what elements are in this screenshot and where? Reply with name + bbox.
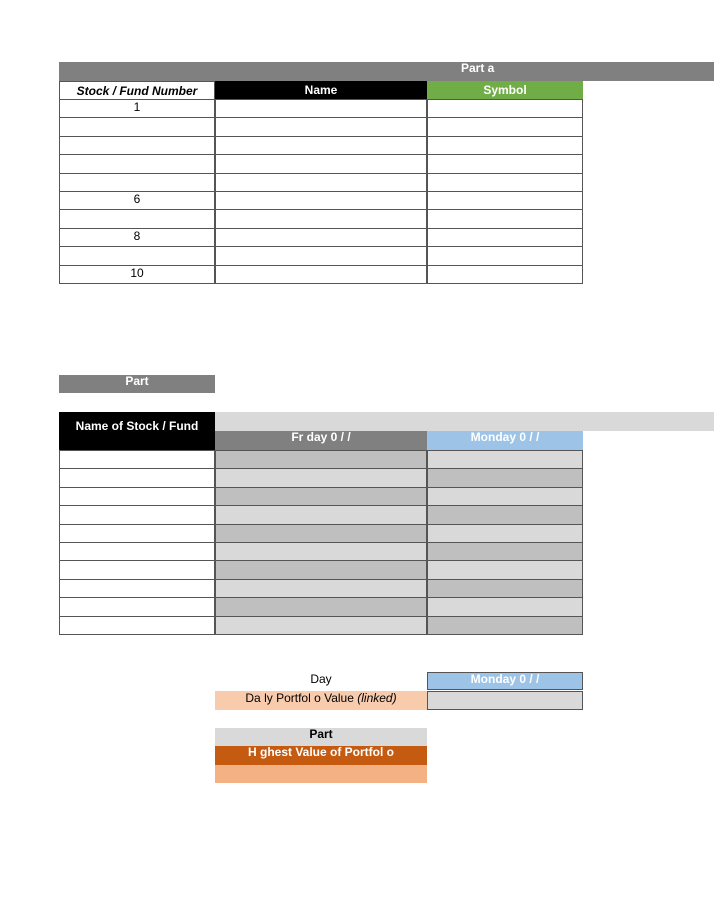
part-c-title (215, 728, 427, 746)
part-b-monday-cell[interactable] (427, 505, 583, 524)
col-header-stock-name-label: Name of Stock / Fund (75, 419, 199, 433)
part-a-name-cell[interactable] (215, 209, 427, 228)
part-a-symbol-cell[interactable] (427, 191, 583, 210)
daily-portfolio-value-note: (linked) (357, 691, 397, 705)
col-header-monday: Monday 0 / / (427, 431, 583, 450)
part-a-row-number-cell[interactable] (59, 209, 215, 228)
part-b-monday-cell[interactable] (427, 524, 583, 543)
highest-value-label (215, 746, 427, 765)
part-b-stock-name-cell[interactable] (59, 579, 215, 598)
part-a-symbol-cell[interactable] (427, 265, 583, 284)
part-b-monday-cell[interactable] (427, 542, 583, 561)
part-a-symbol-cell[interactable] (427, 99, 583, 118)
part-c-title-label: Part (309, 727, 333, 741)
part-a-symbol-cell[interactable] (427, 246, 583, 265)
part-a-name-cell[interactable] (215, 246, 427, 265)
part-a-row-number-cell[interactable]: 10 (59, 265, 215, 284)
part-b-stock-name-cell[interactable] (59, 487, 215, 506)
part-b-title-bar (59, 375, 215, 393)
highest-value-label-text: H ghest Value of Portfol o (247, 745, 394, 759)
part-b-monday-cell[interactable] (427, 560, 583, 579)
part-a-symbol-cell[interactable] (427, 154, 583, 173)
daily-portfolio-value-label (215, 691, 427, 710)
part-a-symbol-cell[interactable] (427, 136, 583, 155)
part-a-row-number-cell[interactable] (59, 173, 215, 192)
col-header-stock-name (59, 412, 215, 450)
part-b-friday-cell[interactable] (215, 487, 427, 506)
part-b-stock-name-cell[interactable] (59, 468, 215, 487)
part-b-friday-cell[interactable] (215, 579, 427, 598)
part-a-symbol-cell[interactable] (427, 209, 583, 228)
part-a-row-number-cell[interactable]: 8 (59, 228, 215, 247)
part-a-title-bar (59, 62, 714, 81)
part-a-name-cell[interactable] (215, 117, 427, 136)
part-b-friday-cell[interactable] (215, 597, 427, 616)
part-b-friday-cell[interactable] (215, 468, 427, 487)
part-b-stock-name-cell[interactable] (59, 505, 215, 524)
col-header-symbol: Symbol (427, 81, 583, 99)
col-header-name: Name (215, 81, 427, 99)
part-a-name-cell[interactable] (215, 191, 427, 210)
daily-portfolio-value-cell[interactable] (427, 691, 583, 710)
part-b-friday-cell[interactable] (215, 450, 427, 469)
part-a-row-number-cell[interactable] (59, 154, 215, 173)
col-header-stock-number: Stock / Fund Number (59, 81, 215, 99)
part-b-friday-cell[interactable] (215, 505, 427, 524)
part-a-name-cell[interactable] (215, 228, 427, 247)
part-b-monday-cell[interactable] (427, 450, 583, 469)
highest-value-cell[interactable] (215, 765, 427, 783)
daily-portfolio-value-text: Da ly Portfol o Value (245, 691, 354, 705)
part-a-symbol-cell[interactable] (427, 117, 583, 136)
part-a-row-number-cell[interactable] (59, 117, 215, 136)
part-a-row-number-cell[interactable]: 6 (59, 191, 215, 210)
part-a-row-number-cell[interactable] (59, 246, 215, 265)
part-a-name-cell[interactable] (215, 154, 427, 173)
part-b-stock-name-cell[interactable] (59, 450, 215, 469)
part-b-monday-cell[interactable] (427, 616, 583, 635)
part-b-stock-name-cell[interactable] (59, 616, 215, 635)
part-a-name-cell[interactable] (215, 99, 427, 118)
part-a-name-cell[interactable] (215, 265, 427, 284)
day-label: Day (310, 672, 332, 686)
part-a-name-cell[interactable] (215, 136, 427, 155)
part-a-row-number-cell[interactable] (59, 136, 215, 155)
part-a-symbol-cell[interactable] (427, 228, 583, 247)
part-b-friday-cell[interactable] (215, 616, 427, 635)
part-b-monday-cell[interactable] (427, 487, 583, 506)
part-b-header-band (215, 412, 714, 431)
part-b-monday-cell[interactable] (427, 597, 583, 616)
part-b-title: Part (125, 374, 149, 388)
col-header-friday: Fr day 0 / / (215, 431, 427, 450)
part-b-friday-cell[interactable] (215, 560, 427, 579)
part-b-stock-name-cell[interactable] (59, 560, 215, 579)
part-b-stock-name-cell[interactable] (59, 524, 215, 543)
part-b-monday-cell[interactable] (427, 579, 583, 598)
part-b-monday-cell[interactable] (427, 468, 583, 487)
day-value-monday: Monday 0 / / (427, 672, 583, 690)
part-a-title: Part a (461, 61, 495, 75)
part-b-friday-cell[interactable] (215, 524, 427, 543)
part-b-friday-cell[interactable] (215, 542, 427, 561)
part-a-row-number-cell[interactable]: 1 (59, 99, 215, 118)
part-b-stock-name-cell[interactable] (59, 542, 215, 561)
part-a-symbol-cell[interactable] (427, 173, 583, 192)
part-b-stock-name-cell[interactable] (59, 597, 215, 616)
part-a-name-cell[interactable] (215, 173, 427, 192)
